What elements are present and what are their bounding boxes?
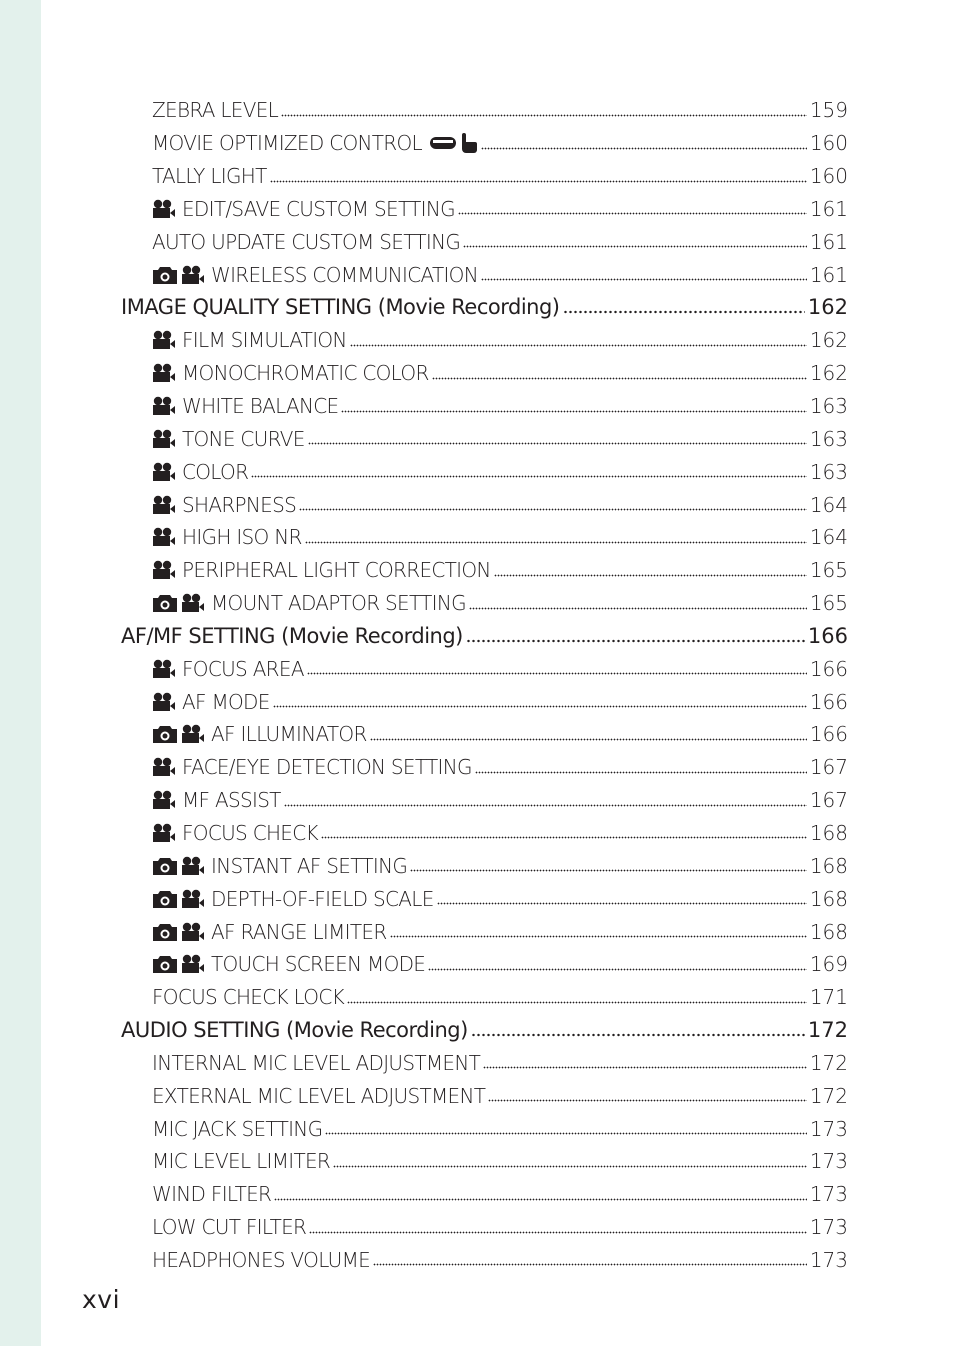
entry-icons [152,495,176,515]
toc-entry-row[interactable] [121,784,848,817]
dot-leader [488,1099,807,1103]
toc-entry-row[interactable] [121,587,848,620]
entry-page-number: 168 [809,886,848,911]
movie-camera-icon [181,724,205,744]
entry-page-number: 167 [809,755,848,780]
toc-entry-row[interactable] [121,685,848,718]
entry-label: FOCUS AREA [182,656,304,681]
entry-trailing-icons [428,132,478,154]
dot-leader [321,836,807,840]
entry-icons [152,856,205,876]
dot-leader [309,1230,807,1234]
entry-page-number: 163 [809,394,848,419]
movie-camera-icon [152,527,176,547]
entry-icons [152,659,176,679]
toc-entry-row[interactable] [121,94,848,127]
dial-icon [428,133,458,153]
dot-leader [341,409,806,413]
still-camera-icon [152,265,178,285]
entry-icons [152,790,176,810]
entry-icons [152,429,176,449]
dot-leader [494,573,807,577]
dot-leader [284,803,807,807]
still-camera-icon [152,856,178,876]
entry-label: AUTO UPDATE CUSTOM SETTING [152,229,461,254]
toc-entry-row[interactable] [121,652,848,685]
entry-page-number: 166 [809,689,848,714]
dot-leader [469,606,807,610]
entry-label: MONOCHROMATIC COLOR [182,361,429,386]
entry-page-number: 161 [809,196,848,221]
toc-entry-row[interactable] [121,160,848,193]
movie-camera-icon [152,199,176,219]
entry-label: AUDIO SETTING (Movie Recording) [121,1018,468,1043]
movie-camera-icon [152,757,176,777]
entry-icons [152,889,205,909]
still-camera-icon [152,724,178,744]
movie-camera-icon [152,823,176,843]
dot-leader [307,672,807,676]
entry-label: COLOR [182,459,249,484]
entry-icons [152,757,176,777]
toc-entry-row[interactable] [121,554,848,587]
entry-label: HEADPHONES VOLUME [152,1247,371,1272]
dot-leader [466,639,805,643]
toc-entry-row[interactable] [121,1079,848,1112]
dot-leader [370,737,807,741]
entry-label: AF/MF SETTING (Movie Recording) [121,623,463,648]
entry-label: EDIT/SAVE CUSTOM SETTING [182,196,455,221]
entry-page-number: 173 [809,1116,848,1141]
entry-icons [152,954,205,974]
entry-page-number: 161 [809,229,848,254]
entry-icons [152,330,176,350]
still-camera-icon [152,922,178,942]
dot-leader [305,540,807,544]
toc-entry-row[interactable] [121,817,848,850]
entry-label: FOCUS CHECK [182,820,318,845]
entry-icons [152,527,176,547]
dot-leader [483,1066,807,1070]
toc-entry-row[interactable] [121,225,848,258]
dot-leader [251,475,807,479]
entry-icons [152,396,176,416]
toc-entry-row[interactable] [121,1178,848,1211]
toc-entry-row[interactable] [121,849,848,882]
entry-label: IMAGE QUALITY SETTING (Movie Recording) [121,295,560,320]
entry-page-number: 161 [809,262,848,287]
dot-leader [463,245,807,249]
entry-page-number: 172 [809,1050,848,1075]
entry-page-number: 165 [809,591,848,616]
dot-leader [273,705,807,709]
entry-page-number: 168 [809,853,848,878]
entry-icons [152,922,205,942]
entry-label: WIRELESS COMMUNICATION [211,262,478,287]
entry-page-number: 166 [807,623,848,648]
entry-page-number: 167 [809,788,848,813]
entry-page-number: 172 [809,1083,848,1108]
dot-leader [281,113,807,117]
toc-section-row[interactable] [121,1014,848,1047]
toc-entry-row[interactable] [121,357,848,390]
movie-camera-icon [152,363,176,383]
entry-icons [152,593,205,613]
entry-page-number: 159 [809,98,848,123]
entry-page-number: 164 [809,492,848,517]
movie-camera-icon [152,659,176,679]
toc-entry-row[interactable] [121,882,848,915]
toc-entry-row[interactable] [121,1244,848,1277]
movie-camera-icon [181,889,205,909]
toc-entry-row[interactable] [121,981,848,1014]
toc-entry-row[interactable] [121,521,848,554]
entry-label: MOVIE OPTIMIZED CONTROL [152,131,422,156]
dot-leader [308,442,807,446]
dot-leader [390,935,807,939]
dot-leader [333,1164,807,1168]
entry-label: MOUNT ADAPTOR SETTING [211,591,466,616]
entry-page-number: 166 [809,656,848,681]
movie-camera-icon [152,560,176,580]
entry-label: AF RANGE LIMITER [211,919,387,944]
entry-label: AF MODE [182,689,270,714]
toc-entry-row[interactable] [121,948,848,981]
entry-page-number: 164 [809,525,848,550]
toc-entry-row[interactable] [121,390,848,423]
entry-page-number: 162 [809,328,848,353]
entry-label: SHARPNESS [182,492,297,517]
entry-label: MF ASSIST [182,788,281,813]
dot-leader [350,343,807,347]
dot-leader [481,146,807,150]
entry-label: INSTANT AF SETTING [211,853,408,878]
movie-camera-icon [152,692,176,712]
movie-camera-icon [152,330,176,350]
toc-entry-row[interactable] [121,488,848,521]
entry-label: FOCUS CHECK LOCK [152,985,345,1010]
entry-icons [152,724,205,744]
entry-label: AF ILLUMINATOR [211,722,367,747]
entry-page-number: 160 [809,164,848,189]
dot-leader [428,967,807,971]
entry-label: FACE/EYE DETECTION SETTING [182,755,472,780]
toc-entry-row[interactable] [121,127,848,160]
dot-leader [347,1000,807,1004]
entry-label: TOUCH SCREEN MODE [211,952,426,977]
dot-leader [437,902,807,906]
entry-label: EXTERNAL MIC LEVEL ADJUSTMENT [152,1083,486,1108]
entry-page-number: 169 [809,952,848,977]
entry-page-number: 173 [809,1149,848,1174]
hand-tap-icon [460,132,478,154]
toc-section-row[interactable] [121,291,848,324]
toc-entry-row[interactable] [121,915,848,948]
toc-entry-row[interactable] [121,1112,848,1145]
dot-leader [471,1033,805,1037]
dot-leader [373,1263,807,1267]
still-camera-icon [152,954,178,974]
entry-label: HIGH ISO NR [182,525,302,550]
entry-page-number: 173 [809,1247,848,1272]
movie-camera-icon [152,429,176,449]
toc-entry-row[interactable] [121,718,848,751]
toc-entry-row[interactable] [121,422,848,455]
dot-leader [274,1197,807,1201]
movie-camera-icon [152,462,176,482]
still-camera-icon [152,593,178,613]
entry-page-number: 171 [809,985,848,1010]
entry-label: ZEBRA LEVEL [152,98,279,123]
page-number: xvi [82,1285,121,1314]
toc-entry-row[interactable] [121,455,848,488]
table-of-contents [121,94,848,1276]
movie-camera-icon [181,593,205,613]
movie-camera-icon [152,495,176,515]
movie-camera-icon [181,856,205,876]
still-camera-icon [152,889,178,909]
movie-camera-icon [152,790,176,810]
entry-page-number: 162 [809,361,848,386]
movie-camera-icon [181,954,205,974]
toc-entry-row[interactable] [121,751,848,784]
entry-page-number: 168 [809,919,848,944]
entry-label: MIC JACK SETTING [152,1116,323,1141]
entry-icons [152,560,176,580]
entry-page-number: 173 [809,1215,848,1240]
entry-icons [152,823,176,843]
entry-page-number: 166 [809,722,848,747]
entry-page-number: 163 [809,459,848,484]
side-band [0,0,41,1346]
entry-page-number: 160 [809,131,848,156]
entry-label: TONE CURVE [182,426,305,451]
dot-leader [325,1132,806,1136]
toc-entry-row[interactable] [121,324,848,357]
entry-label: WHITE BALANCE [182,394,339,419]
toc-entry-row[interactable] [121,1211,848,1244]
toc-entry-row[interactable] [121,1046,848,1079]
entry-icons [152,363,176,383]
movie-camera-icon [181,922,205,942]
entry-page-number: 173 [809,1182,848,1207]
toc-entry-row[interactable] [121,193,848,226]
entry-label: MIC LEVEL LIMITER [152,1149,331,1174]
entry-icons [152,692,176,712]
entry-page-number: 168 [809,820,848,845]
entry-page-number: 172 [807,1018,848,1043]
entry-page-number: 162 [807,295,848,320]
entry-icons [152,462,176,482]
dot-leader [432,376,807,380]
dot-leader [481,278,807,282]
movie-camera-icon [181,265,205,285]
toc-section-row[interactable] [121,620,848,653]
entry-label: FILM SIMULATION [182,328,347,353]
entry-label: WIND FILTER [152,1182,272,1207]
movie-camera-icon [152,396,176,416]
dot-leader [410,869,807,873]
dot-leader [475,770,807,774]
entry-page-number: 163 [809,426,848,451]
dot-leader [563,310,805,314]
entry-label: DEPTH-OF-FIELD SCALE [211,886,434,911]
dot-leader [458,212,807,216]
dot-leader [299,508,807,512]
entry-label: PERIPHERAL LIGHT CORRECTION [182,558,491,583]
entry-label: INTERNAL MIC LEVEL ADJUSTMENT [152,1050,481,1075]
entry-page-number: 165 [809,558,848,583]
entry-label: TALLY LIGHT [152,164,267,189]
toc-entry-row[interactable] [121,258,848,291]
toc-entry-row[interactable] [121,1145,848,1178]
dot-leader [270,179,807,183]
entry-label: LOW CUT FILTER [152,1215,307,1240]
entry-icons [152,265,205,285]
entry-icons [152,199,176,219]
